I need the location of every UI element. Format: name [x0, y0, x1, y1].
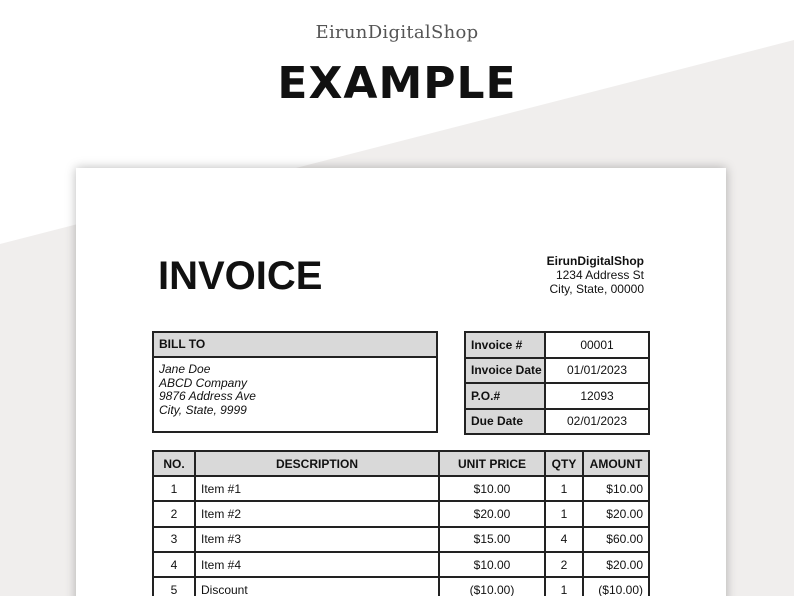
line-items-table	[152, 450, 650, 596]
bill-to-details	[154, 358, 436, 417]
meta-value: 12093	[545, 383, 649, 409]
col-header-no: NO.	[153, 451, 195, 476]
cell-unit-price: $20.00	[439, 501, 545, 526]
cell-no: 3	[153, 527, 195, 552]
col-header-unit-price: UNIT PRICE	[439, 451, 545, 476]
meta-row	[465, 332, 649, 358]
cell-unit-price: $15.00	[439, 527, 545, 552]
meta-value: 01/01/2023	[545, 358, 649, 384]
cell-no: 5	[153, 577, 195, 596]
bill-to-label: BILL TO	[154, 333, 436, 358]
cell-description: Item #3	[195, 527, 439, 552]
table-row	[153, 577, 649, 596]
cell-qty: 2	[545, 552, 583, 577]
bill-to-company: ABCD Company	[159, 375, 248, 390]
table-row	[153, 501, 649, 526]
cell-no: 1	[153, 476, 195, 501]
meta-value: 02/01/2023	[545, 409, 649, 435]
table-row	[153, 476, 649, 501]
cell-description: Item #4	[195, 552, 439, 577]
cell-amount: $60.00	[583, 527, 649, 552]
cell-no: 4	[153, 552, 195, 577]
cell-qty: 4	[545, 527, 583, 552]
cell-qty: 1	[545, 501, 583, 526]
cell-amount: $20.00	[583, 501, 649, 526]
cell-qty: 1	[545, 476, 583, 501]
company-name: EirunDigitalShop	[546, 254, 644, 268]
meta-label: Invoice #	[465, 332, 545, 358]
bill-to-name: Jane Doe	[159, 362, 211, 376]
meta-row	[465, 358, 649, 384]
meta-label: P.O.#	[465, 383, 545, 409]
example-banner: EXAMPLE	[277, 58, 517, 109]
shop-name: EirunDigitalShop	[315, 22, 479, 43]
meta-label: Due Date	[465, 409, 545, 435]
table-header-row	[153, 451, 649, 476]
table-row	[153, 527, 649, 552]
col-header-amount: AMOUNT	[583, 451, 649, 476]
invoice-meta-table	[464, 331, 650, 435]
meta-row	[465, 383, 649, 409]
cell-amount: ($10.00)	[583, 577, 649, 596]
company-block	[547, 254, 644, 296]
cell-unit-price: $10.00	[439, 476, 545, 501]
cell-amount: $10.00	[583, 476, 649, 501]
col-header-description: DESCRIPTION	[195, 451, 439, 476]
cell-amount: $20.00	[583, 552, 649, 577]
cell-unit-price: ($10.00)	[439, 577, 545, 596]
bill-to-city: City, State, 9999	[159, 402, 247, 417]
cell-description: Item #2	[195, 501, 439, 526]
col-header-qty: QTY	[545, 451, 583, 476]
cell-unit-price: $10.00	[439, 552, 545, 577]
bill-to-box	[152, 331, 438, 433]
company-city: City, State, 00000	[549, 282, 644, 296]
company-address: 1234 Address St	[555, 268, 644, 282]
cell-description: Item #1	[195, 476, 439, 501]
bill-to-address: 9876 Address Ave	[159, 389, 256, 403]
table-row	[153, 552, 649, 577]
invoice-sheet	[76, 168, 726, 596]
cell-no: 2	[153, 501, 195, 526]
invoice-title: INVOICE	[158, 254, 323, 298]
meta-row	[465, 409, 649, 435]
cell-description: Discount	[195, 577, 439, 596]
cell-qty: 1	[545, 577, 583, 596]
meta-label: Invoice Date	[465, 358, 545, 384]
meta-value: 00001	[545, 332, 649, 358]
